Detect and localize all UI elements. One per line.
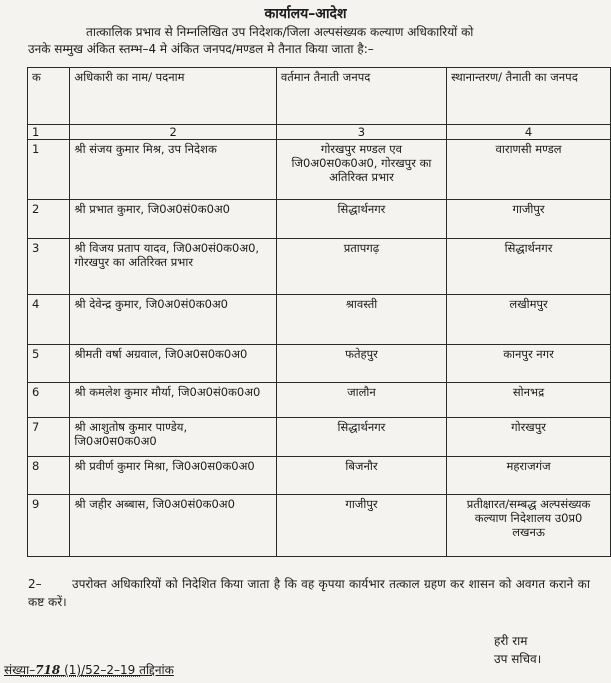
current-posting: बिजनौर <box>276 457 446 495</box>
new-posting: महराजगंज <box>447 457 611 495</box>
serial-number: 4 <box>28 295 70 345</box>
column-number: 4 <box>447 125 611 140</box>
officer-name: श्री प्रभात कुमार, जि0अ0सं0क0अ0 <box>70 200 276 239</box>
new-posting: लखीमपुर <box>447 295 611 345</box>
table-row <box>28 295 611 345</box>
reference-rest: (1)/52–2–19 तद्दिनांक <box>60 663 174 677</box>
signatory-name: हरी राम <box>494 634 528 648</box>
instruction-text: उपरोक्त अधिकारियों को निदेशित किया जाता है कि वह कृपया कार्यभार तत्काल ग्रहण कर शासन को अवगत कराने का कष्ट करें। <box>28 577 590 609</box>
new-posting: गोरखपुर <box>447 418 611 457</box>
table-row <box>28 495 611 557</box>
new-posting: सोनभद्र <box>447 383 611 418</box>
column-number-row <box>28 125 611 140</box>
officer-name: श्री जहीर अब्बास, जि0अ0सं0क0अ0 <box>70 495 276 557</box>
table-row <box>28 457 611 495</box>
serial-number: 6 <box>28 383 70 418</box>
officer-name: श्री आशुतोष कुमार पाण्डेय, जि0अ0स0क0अ0 <box>70 418 276 457</box>
header-new-posting: स्थानान्तरण/ तैनाती का जनपद <box>447 68 611 125</box>
officer-name: श्री प्रवीर्ण कुमार मिश्रा, जि0अ0स0क0अ0 <box>70 457 276 495</box>
intro-line-1: तात्कालिक प्रभाव से निम्नलिखित उप निदेशक/जिला अल्पसंख्यक कल्याण अधिकारियों को <box>86 25 474 39</box>
page-title: कार्यालय–आदेश <box>264 6 347 22</box>
new-posting: प्रतीक्षारत/सम्बद्ध अल्पसंख्यक कल्याण निदेशालय उ0प्र0 लखनऊ <box>447 495 611 557</box>
header-officer-name: अधिकारी का नाम/ पदनाम <box>70 68 276 125</box>
current-posting: सिद्धार्थनगर <box>276 418 446 457</box>
officer-name: श्री विजय प्रताप यादव, जि0अ0सं0क0अ0, गोरखपुर का अतिरिक्त प्रभार <box>70 239 276 295</box>
current-posting: जालौन <box>276 383 446 418</box>
current-posting: श्रावस्ती <box>276 295 446 345</box>
serial-number: 9 <box>28 495 70 557</box>
serial-number: 1 <box>28 140 70 200</box>
transfer-table <box>27 67 611 557</box>
cut-off-text-line <box>20 676 140 683</box>
current-posting: गाजीपुर <box>276 495 446 557</box>
new-posting: गाजीपुर <box>447 200 611 239</box>
serial-number: 2 <box>28 200 70 239</box>
signature-block <box>494 632 541 668</box>
current-posting: सिद्धार्थनगर <box>276 200 446 239</box>
officer-name: श्री कमलेश कुमार मौर्या, जि0अ0सं0क0अ0 <box>70 383 276 418</box>
officer-name: श्री देवेन्द्र कुमार, जि0अ0सं0क0अ0 <box>70 295 276 345</box>
paragraph-number: 2– <box>28 577 42 591</box>
table-row <box>28 418 611 457</box>
table-row <box>28 200 611 239</box>
signatory-designation: उप सचिव। <box>494 652 542 666</box>
column-number: 2 <box>70 125 276 140</box>
new-posting: वाराणसी मण्डल <box>447 140 611 200</box>
table-row <box>28 239 611 295</box>
current-posting: फतेहपुर <box>276 345 446 383</box>
intro-line-2: उनके सम्मुख अंकित स्तम्भ–4 मे अंकित जनपद/मण्डल मे तैनात किया जाता है:– <box>28 42 374 56</box>
serial-number: 7 <box>28 418 70 457</box>
header-serial: क <box>28 68 70 125</box>
officer-name: श्री संजय कुमार मिश्र, उप निदेशक <box>70 140 276 200</box>
table-row <box>28 140 611 200</box>
column-number: 1 <box>28 125 70 140</box>
current-posting: प्रतापगढ़ <box>276 239 446 295</box>
table-header-row <box>28 68 611 125</box>
instruction-paragraph <box>28 575 590 611</box>
new-posting: सिद्धार्थनगर <box>447 239 611 295</box>
serial-number: 3 <box>28 239 70 295</box>
reference-prefix: संख्या– <box>4 663 36 677</box>
serial-number: 5 <box>28 345 70 383</box>
serial-number: 8 <box>28 457 70 495</box>
intro-paragraph <box>28 24 588 58</box>
new-posting: कानपुर नगर <box>447 345 611 383</box>
column-number: 3 <box>276 125 446 140</box>
header-current-posting: वर्तमान तैनाती जनपद <box>276 68 446 125</box>
table-row <box>28 345 611 383</box>
handwritten-number: 718 <box>35 663 61 677</box>
current-posting: गोरखपुर मण्डल एव जि0अ0स0क0अ0, गोरखपुर का अतिरिक्त प्रभार <box>276 140 446 200</box>
table-row <box>28 383 611 418</box>
officer-name: श्रीमती वर्षा अग्रवाल, जि0अ0स0क0अ0 <box>70 345 276 383</box>
